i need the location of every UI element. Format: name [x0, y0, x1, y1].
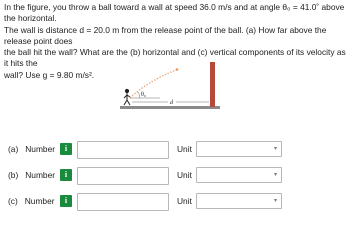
- angle-arc: [138, 92, 140, 98]
- problem-line: wall? Use g = 9.80 m/s².: [4, 69, 95, 80]
- part-label: (a) Number: [8, 144, 56, 154]
- info-icon[interactable]: i: [60, 143, 72, 155]
- ground: [120, 106, 220, 109]
- unit-select-a[interactable]: [196, 141, 282, 157]
- angle-label: θ₀: [141, 92, 146, 98]
- part-label: (c) Number: [8, 196, 55, 206]
- problem-line: The wall is distance d = 20.0 m from the release point of the ball. (a) How far above the release point does: [4, 24, 327, 46]
- number-input-c[interactable]: [77, 193, 169, 211]
- unit-select-b[interactable]: [196, 167, 282, 183]
- part-label: (b) Number: [8, 170, 56, 180]
- chevron-down-icon: ▾: [273, 146, 277, 152]
- distance-label: d: [170, 100, 173, 106]
- answer-row-c: [8, 193, 346, 209]
- chevron-down-icon: ▾: [273, 172, 277, 178]
- unit-label: Unit: [177, 196, 192, 206]
- ball-trajectory: [130, 70, 176, 98]
- projectile-figure: [120, 55, 220, 117]
- number-input-a[interactable]: [77, 141, 169, 159]
- unit-label: Unit: [177, 170, 192, 180]
- answer-row-b: [8, 167, 346, 183]
- info-icon[interactable]: i: [60, 195, 72, 207]
- answer-row-a: [8, 141, 346, 157]
- number-input-b[interactable]: [77, 167, 169, 185]
- thrower-figure: [124, 89, 130, 105]
- problem-line: the ball hit the wall? What are the (b) horizontal and (c) vertical components of its velocity as it hits the: [4, 47, 346, 69]
- info-icon[interactable]: i: [60, 169, 72, 181]
- wall: [210, 62, 215, 107]
- ball: [176, 68, 179, 71]
- problem-line: In the figure, you throw a ball toward a wall at speed 36.0 m/s and at angle θ₀ = 41.0˚ above the horizontal.: [4, 2, 345, 24]
- chevron-down-icon: ▾: [273, 198, 277, 204]
- unit-select-c[interactable]: [196, 193, 282, 209]
- unit-label: Unit: [177, 144, 192, 154]
